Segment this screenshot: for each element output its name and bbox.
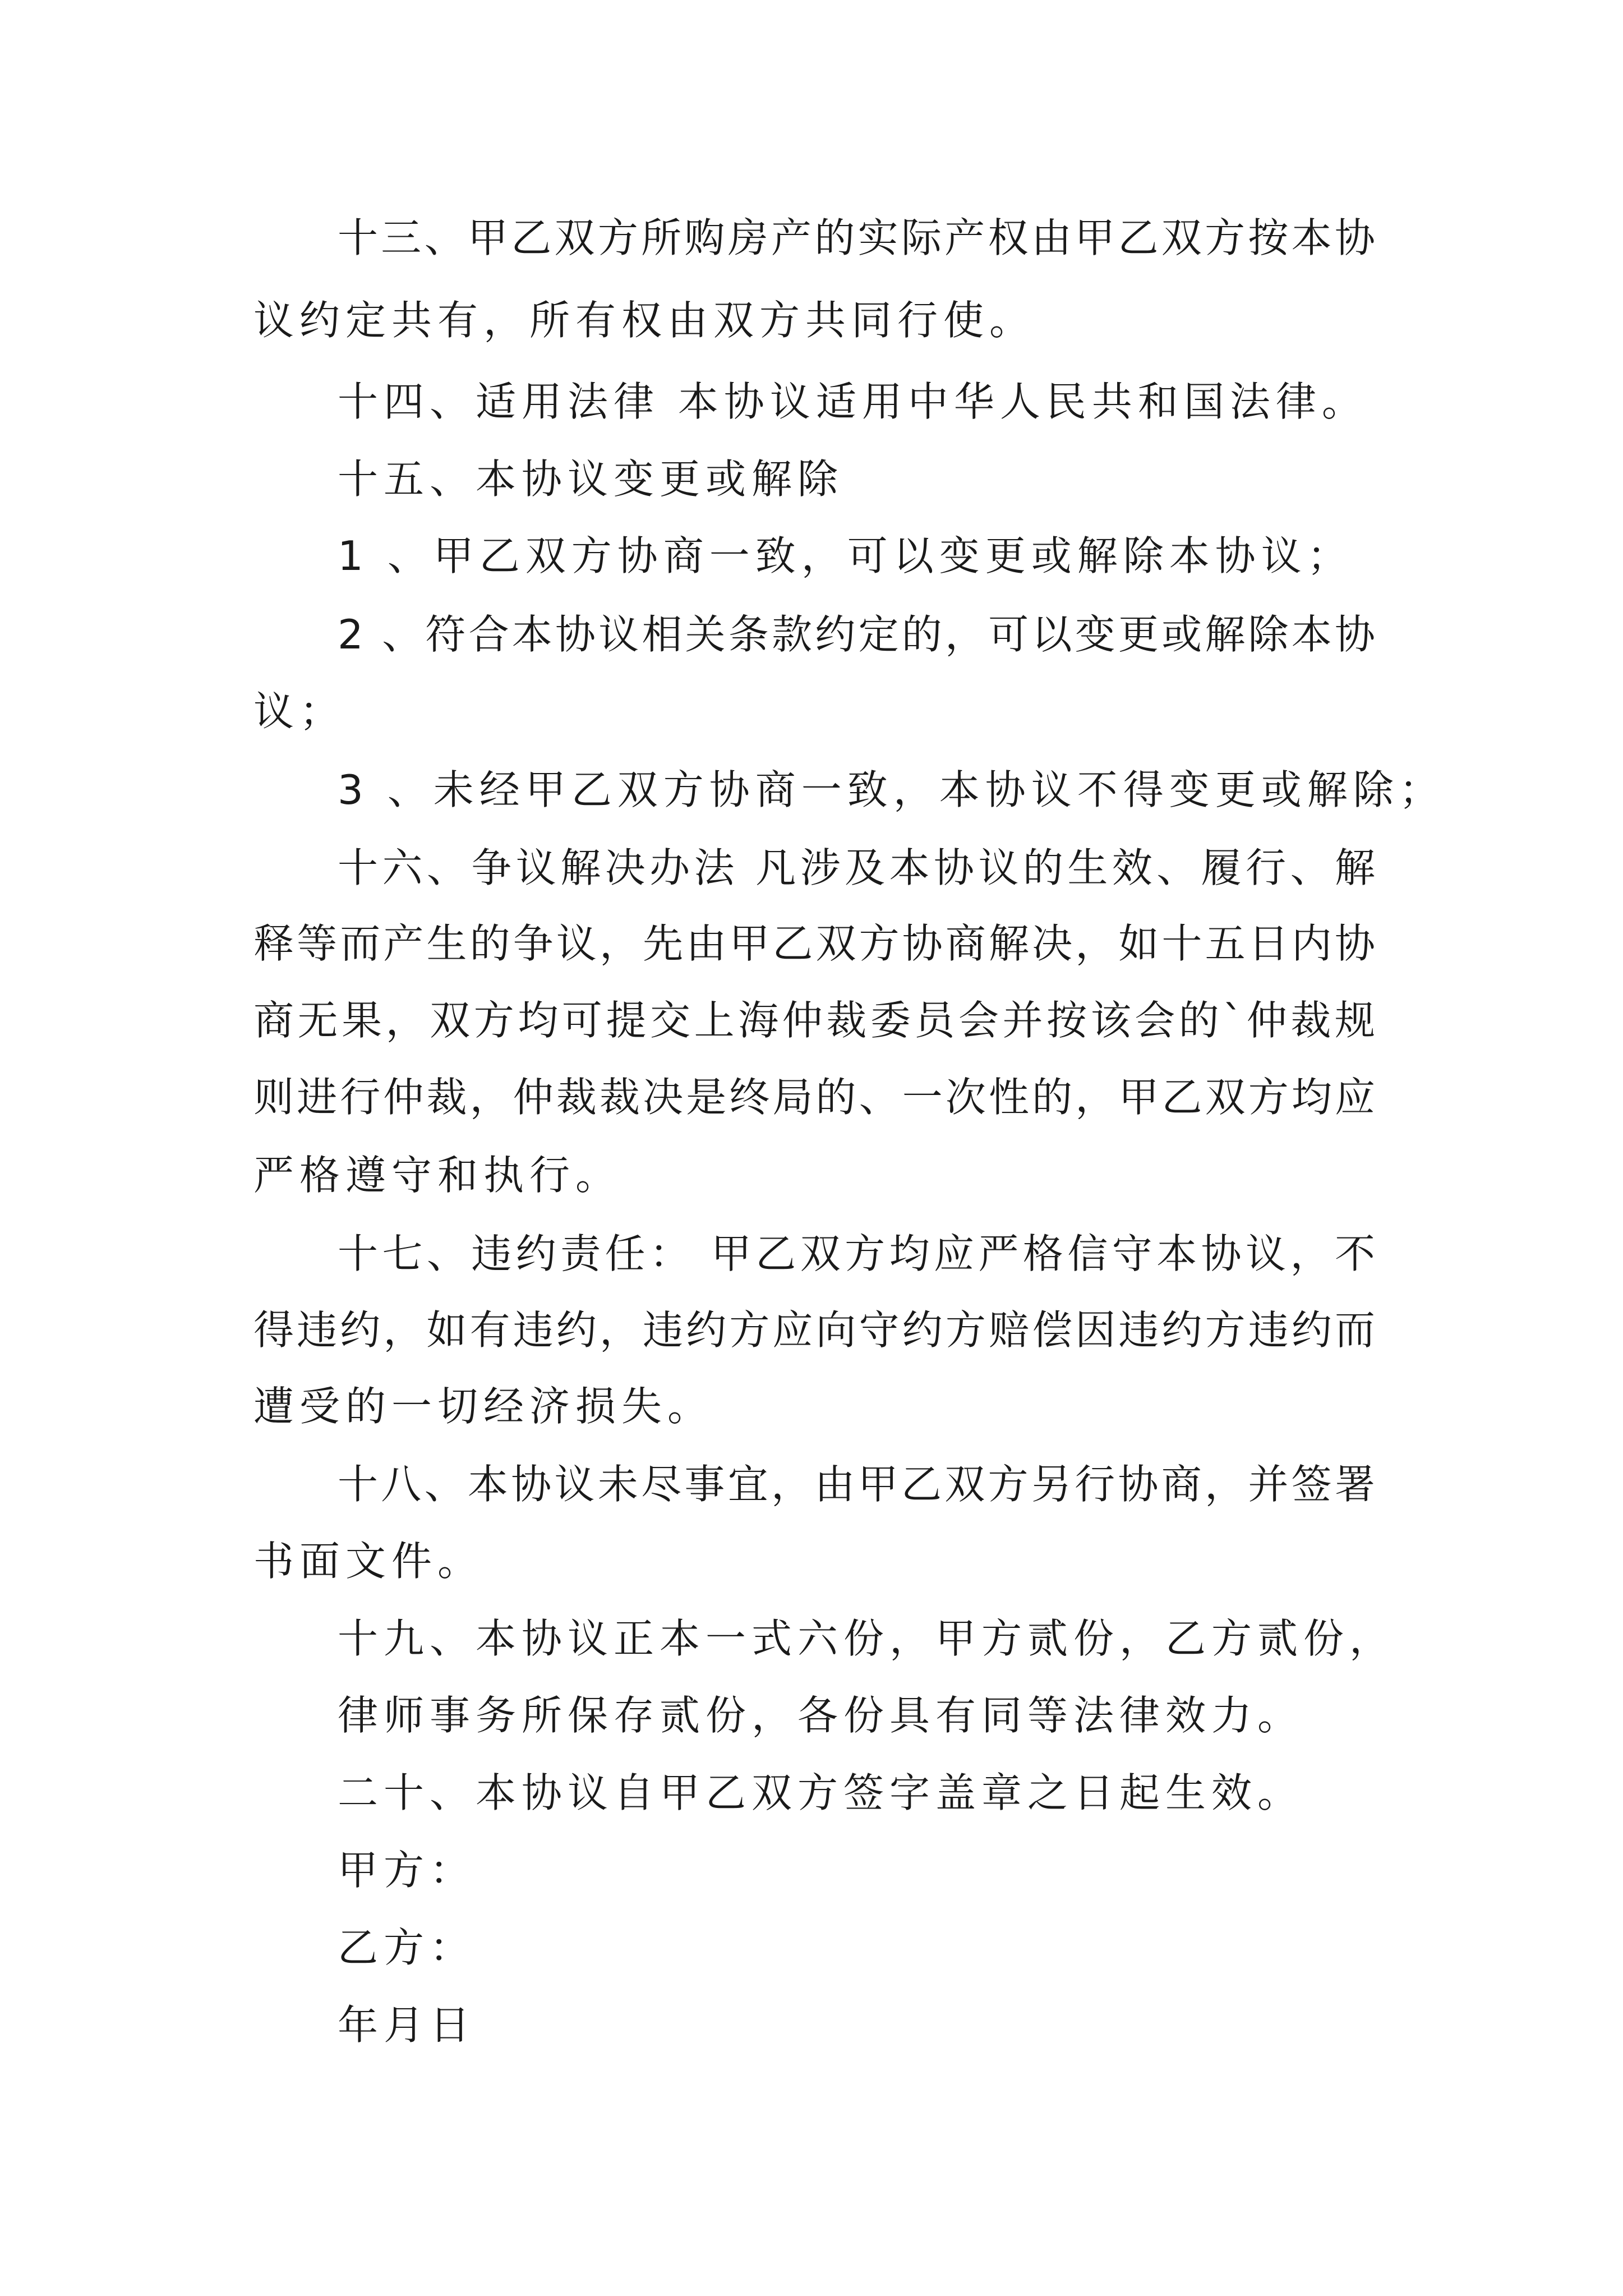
party-b-signature-label: 乙方：	[338, 1924, 476, 1971]
clause-15-heading: 十五、本协议变更或解除	[338, 455, 844, 503]
clause-14: 十四、适用法律 本协议适用中华人民共和国法律。	[338, 378, 1368, 425]
clause-16-line-2: 释等而产生的争议，先由甲乙双方协商解决，如十五日内协	[253, 920, 1378, 967]
clause-16-line-1: 十六、争议解决办法 凡涉及本协议的生效、履行、解	[338, 844, 1380, 891]
date-label: 年月日	[338, 2001, 476, 2049]
clause-18-line-1: 十八、本协议未尽事宜，由甲乙双方另行协商，并签署	[338, 1461, 1378, 1508]
clause-15-item-1: 1 、甲乙双方协商一致，可以变更或解除本协议；	[338, 532, 1353, 579]
clause-13-line-2: 议约定共有，所有权由双方共同行使。	[253, 297, 1036, 344]
clause-13-line-1: 十三、甲乙双方所购房产的实际产权由甲乙双方按本协	[338, 214, 1378, 261]
clause-17-line-1: 十七、违约责任： 甲乙双方均应严格信守本协议，不	[338, 1230, 1380, 1277]
clause-15-item-2-line-2: 议；	[253, 688, 346, 735]
clause-15-item-2-line-1: 2 、符合本协议相关条款约定的，可以变更或解除本协	[338, 611, 1378, 658]
party-a-signature-label: 甲方：	[338, 1847, 476, 1894]
clause-18-line-2: 书面文件。	[253, 1538, 484, 1585]
clause-16-line-5: 严格遵守和执行。	[253, 1152, 622, 1199]
clause-19-line-2: 律师事务所保存贰份，各份具有同等法律效力。	[338, 1692, 1304, 1739]
clause-20: 二十、本协议自甲乙双方签字盖章之日起生效。	[338, 1769, 1304, 1816]
clause-17-line-3: 遭受的一切经济损失。	[253, 1383, 714, 1430]
clause-19-line-1: 十九、本协议正本一式六份，甲方贰份，乙方贰份，	[338, 1615, 1396, 1662]
clause-15-item-3: 3 、未经甲乙双方协商一致，本协议不得变更或解除；	[338, 766, 1445, 813]
clause-16-line-4: 则进行仲裁，仲裁裁决是终局的、一次性的，甲乙双方均应	[253, 1074, 1378, 1121]
clause-16-line-3: 商无果，双方均可提交上海仲裁委员会并按该会的`仲裁规	[253, 997, 1379, 1044]
clause-17-line-2: 得违约，如有违约，违约方应向守约方赔偿因违约方违约而	[253, 1306, 1378, 1354]
